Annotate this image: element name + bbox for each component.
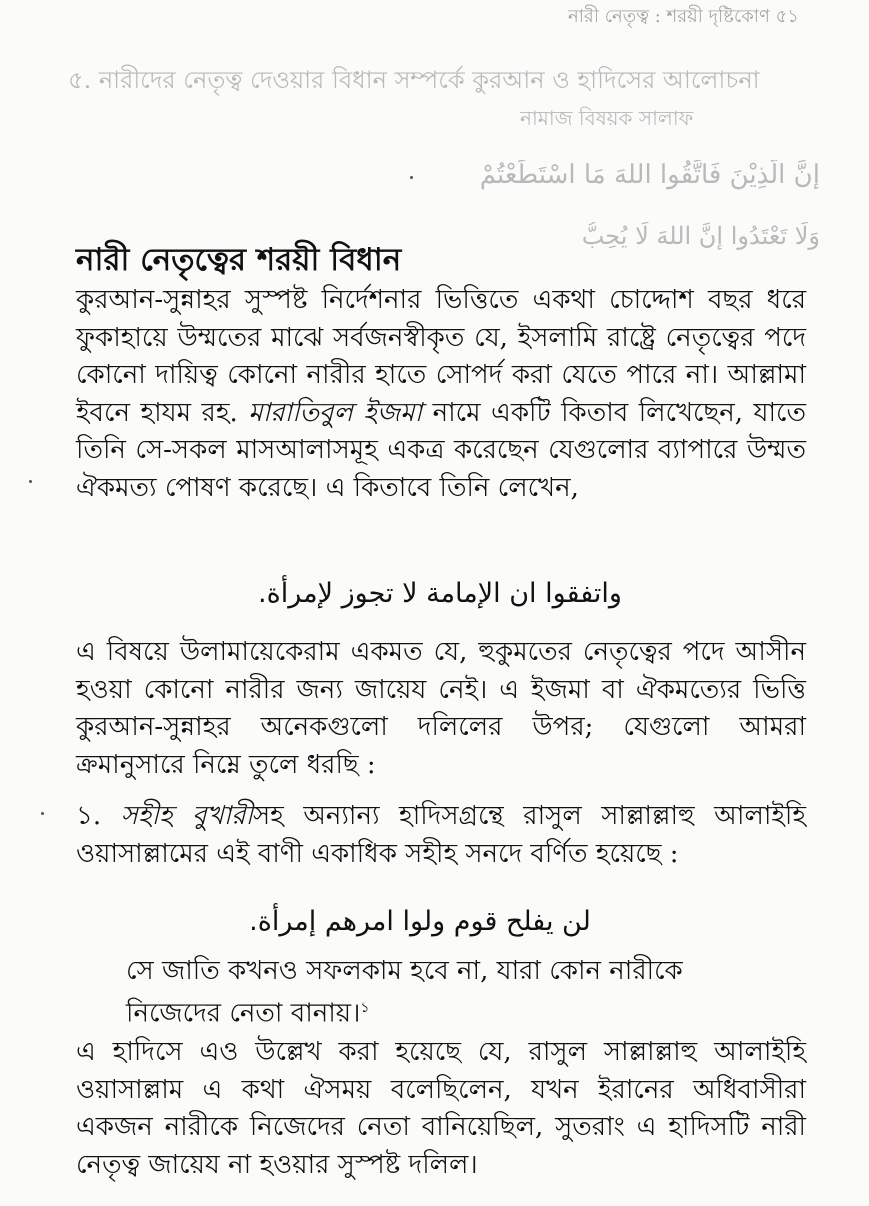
quote-text: সে জাতি কখনও সফলকাম হবে না, যারা কোন নারীকে নিজেদের নেতা বানায়। xyxy=(126,956,683,1029)
paragraph-consensus: এ বিষয়ে উলামায়েকেরাম একমত যে, হুকুমতের নেতৃত্বের পদে আসীন হওয়া কোনো নারীর জন্য জায়েয নেই। এ ইজমা বা ঐকমত্যের ভিত্তি কুরআন-সুন্নাহর অনেকগুলো দলিলের উপর; যেগুলো আমরা ক্রমানুসারে নিম্নে তুলে ধরছি : xyxy=(76,637,806,780)
print-speck xyxy=(41,812,44,815)
list-number: ১. xyxy=(76,801,121,831)
arabic-hadith: لن يفلح قوم ولوا امرهم إمرأة. xyxy=(249,906,591,937)
paragraph-explanation: এ হাদিসে এও উল্লেখ করা হয়েছে যে, রাসুল সাল্লাল্লাহু আলাইহি ওয়াসাল্লাম এ কথা ঐসময় বলেছিলেন, যখন ইরানের অধিবাসীরা একজন নারীকে নিজেদের নেতা বানিয়েছিল, সুতরাং এ হাদিসটি নারী নেতৃত্ব জায়েয না হওয়ার সুস্পষ্ট দলিল। xyxy=(76,1037,806,1180)
print-speck xyxy=(410,176,413,179)
bleed-through-arabic: إِنَّ الَّذِيْنَ فَاتَّقُوا اللهَ مَا اسْتَطَعْتُمْ xyxy=(479,160,820,190)
paragraph-text: সহ অন্যান্য হাদিসগ্রন্থে রাসুল সাল্লাল্লাহু আলাইহি ওয়াসাল্লামের এই বাণী একাধিক সহীহ সনদে বর্ণিত হয়েছে : xyxy=(76,801,806,869)
paragraph-evidence-1 xyxy=(76,798,806,873)
bleed-through-line: ৫. নারীদের নেতৃত্ব দেওয়ার বিধান সম্পর্কে কুরআন ও হাদিসের আলোচনা xyxy=(68,66,760,94)
bleed-through-line: নামাজ বিষয়ক সালাফ xyxy=(520,106,694,130)
book-title: মারাতিবুল ইজমা xyxy=(248,397,423,428)
paragraph-text: কুরআন-সুন্নাহর সুস্পষ্ট নির্দেশনার ভিত্তিতে একথা চোদ্দোশ বছর ধরে ফুকাহায়ে উম্মতের মাঝে সর্বজনস্বীকৃত যে, ইসলামি রাষ্ট্রে নেতৃত্বের পদে কোনো দায়িত্ব কোনো নারীর হাতে সোপর্দ করা যেতে পারে না। আল্লামা ইবনে হাযম রহ. xyxy=(76,285,806,428)
bleed-through-header: নারী নেতৃত্ব : শরয়ী দৃষ্টিকোণ ৫১ xyxy=(567,6,799,27)
paragraph-intro xyxy=(76,282,806,507)
arabic-quote: واتفقوا ان الإمامة لا تجوز لإمرأة. xyxy=(258,578,622,609)
book-title: সহীহ বুখারী xyxy=(120,801,253,831)
footnote-marker: ১ xyxy=(360,1000,370,1016)
bleed-through-arabic: وَلَا تَعْتَدُوا إِنَّ اللهَ لَا يُحِبُّ xyxy=(581,222,820,250)
section-heading: নারী নেতৃত্বের শরয়ী বিধান xyxy=(76,242,402,278)
print-speck xyxy=(29,480,32,483)
paragraph-text: নামে একটি কিতাব লিখেছেন, যাতে তিনি সে-সকল মাসআলাসমূহ একত্র করেছেন যেগুলোর ব্যাপারে উম্মত ঐকমত্য পোষণ করেছে। এ কিতাবে তিনি লেখেন, xyxy=(76,397,806,503)
hadith-translation xyxy=(126,953,746,1033)
